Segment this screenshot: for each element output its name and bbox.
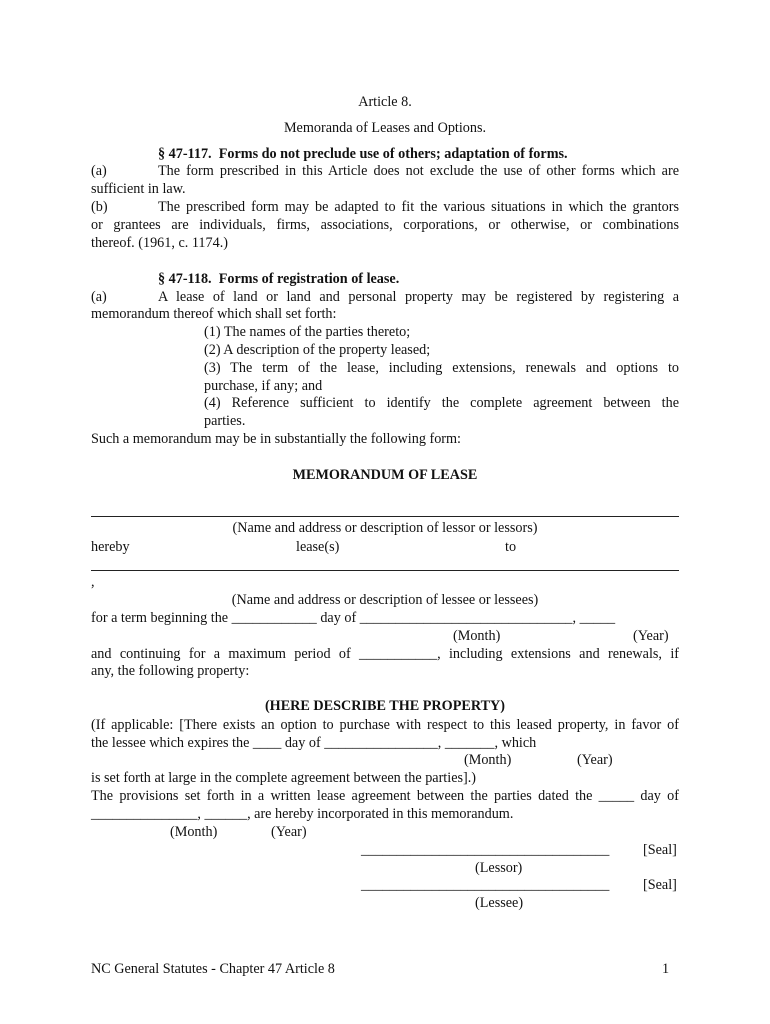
article-title: Article 8.: [358, 94, 412, 110]
option-month-label: (Month): [464, 752, 512, 768]
provisions-line: The provisions set forth in a written lease agreement between the parties dated the _____ day of: [91, 788, 679, 804]
lessee-seal: [Seal]: [643, 877, 677, 893]
lessee-signature-line: ___________________________________: [361, 877, 610, 893]
option-line: (If applicable: [There exists an option to purchase with respect to this leased property, in favor of: [91, 717, 679, 733]
list-item: (3) The term of the lease, including extensions, renewals and options to: [204, 360, 679, 376]
section-117-a-text: The form prescribed in this Article does not exclude the use of other forms which are: [158, 163, 679, 179]
max-period-line: and continuing for a maximum period of ___________, including extensions and renewals, if: [91, 646, 679, 662]
list-item-cont: purchase, if any; and: [204, 378, 323, 394]
lessee-caption: (Name and address or description of lessee or lessees): [231, 592, 539, 608]
option-line-end: is set forth at large in the complete agreement between the parties].): [91, 770, 477, 786]
footer-title: NC General Statutes - Chapter 47 Article 8: [91, 961, 335, 977]
list-item: (2) A description of the property leased;: [204, 342, 431, 358]
lessee-label: (Lessee): [475, 895, 524, 911]
describe-property-heading: (HERE DESCRIBE THE PROPERTY): [264, 698, 506, 714]
article-subtitle: Memoranda of Leases and Options.: [283, 120, 487, 136]
section-117-b-label: (b): [91, 199, 108, 215]
section-118-a-text: A lease of land or land and personal property may be registered by registering a: [158, 289, 679, 305]
leases-text: lease(s): [296, 539, 340, 555]
section-118-heading: § 47-118. Forms of registration of lease.: [158, 271, 400, 287]
section-118-a-label: (a): [91, 289, 107, 305]
comma-text: ,: [91, 574, 95, 590]
term-month-label: (Month): [453, 628, 501, 644]
hereby-text: hereby: [91, 539, 130, 555]
option-line-cont: the lessee which expires the ____ day of ________________, _______, which: [91, 735, 537, 751]
list-item: (4) Reference sufficient to identify the complete agreement between the: [204, 395, 679, 411]
term-line: for a term beginning the ____________ day of ______________________________, _____: [91, 610, 616, 626]
lessor-signature-line: ___________________________________: [361, 842, 610, 858]
max-period-line-cont: any, the following property:: [91, 663, 250, 679]
section-117-citation: thereof. (1961, c. 1174.): [91, 235, 228, 251]
section-117-a-text-cont: sufficient in law.: [91, 181, 186, 197]
option-year-label: (Year): [577, 752, 613, 768]
form-title: MEMORANDUM OF LEASE: [292, 467, 478, 483]
term-year-label: (Year): [633, 628, 669, 644]
section-117-b-text: The prescribed form may be adapted to fit the various situations in which the grantors: [158, 199, 679, 215]
list-item-cont: parties.: [204, 413, 246, 429]
section-117-b-text-cont: or grantees are individuals, firms, associations, corporations, or otherwise, or combinations: [91, 217, 679, 233]
lessor-seal: [Seal]: [643, 842, 677, 858]
list-item: (1) The names of the parties thereto;: [204, 324, 411, 340]
provisions-year-label: (Year): [271, 824, 307, 840]
provisions-line-cont: _______________, ______, are hereby incorporated in this memorandum.: [91, 806, 514, 822]
provisions-month-label: (Month): [170, 824, 218, 840]
lessor-label: (Lessor): [475, 860, 523, 876]
lessor-blank-line: [91, 516, 679, 517]
section-117-a-label: (a): [91, 163, 107, 179]
section-118-closing: Such a memorandum may be in substantially the following form:: [91, 431, 461, 447]
lessee-blank-line: [91, 570, 679, 571]
to-text: to: [505, 539, 517, 555]
lessor-caption: (Name and address or description of lessor or lessors): [232, 520, 538, 536]
page-number: 1: [662, 961, 670, 977]
section-117-heading: § 47-117. Forms do not preclude use of others; adaptation of forms.: [158, 146, 568, 162]
section-118-a-text-cont: memorandum thereof which shall set forth:: [91, 306, 337, 322]
